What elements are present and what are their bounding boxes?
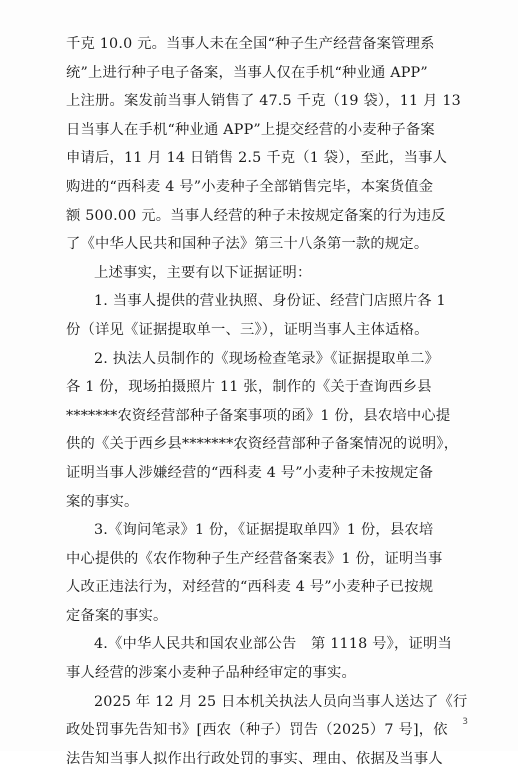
- text-line: 份（详见《证据提取单一、三》），证明当事人主体适格。: [66, 321, 429, 338]
- text-line: 千克 10.0 元。当事人未在全国“种子生产经营备案管理系: [66, 36, 435, 52]
- text-line: 2025 年 12 月 25 日本机关执法人员向当事人送达了《行: [94, 693, 468, 710]
- text-line: 申请后，11 月 14 日销售 2.5 千克（1 袋），至此，当事人: [66, 150, 448, 167]
- text-line: 事人经营的涉案小麦种子品种经审定的事实。: [66, 665, 356, 682]
- text-line: 2. 执法人员制作的《现场检查笔录》《证据提取单二》: [94, 350, 440, 367]
- text-line: 人改正违法行为，对经营的“西科麦 4 号”小麦种子已按规: [66, 579, 434, 596]
- text-line: 统”上进行种子电子备案，当事人仅在手机“种业通 APP”: [66, 64, 428, 81]
- page-number: 3: [462, 717, 468, 727]
- text-line: 各 1 份，现场拍摄照片 11 张，制作的《关于查询西乡县: [66, 379, 432, 396]
- text-line: *******农资经营部种子备案事项的函》1 份，县农培中心提: [66, 407, 451, 424]
- document-body: [66, 30, 468, 773]
- text-line: 证明当事人涉嫌经营的“西科麦 4 号”小麦种子未按规定备: [66, 464, 434, 481]
- text-line: 3.《询问笔录》1 份，《证据提取单四》1 份，县农培: [94, 522, 434, 539]
- text-line: 案的事实。: [66, 493, 139, 510]
- text-line: 1. 当事人提供的营业执照、身份证、经营门店照片各 1: [94, 293, 446, 310]
- text-line: 上述事实，主要有以下证据证明：: [94, 264, 312, 281]
- text-line: 4.《中华人民共和国农业部公告 第 1118 号》，证明当: [94, 636, 452, 653]
- text-line: 法告知当事人拟作出行政处罚的事实、理由、依据及当事人: [66, 750, 443, 767]
- text-line: 中心提供的《农作物种子生产经营备案表》1 份，证明当事: [66, 550, 443, 567]
- text-line: 购进的“西科麦 4 号”小麦种子全部销售完毕，本案货值金: [66, 178, 434, 195]
- text-line: 了《中华人民共和国种子法》第三十八条第一款的规定。: [66, 236, 429, 253]
- text-line: 供的《关于西乡县*******农资经营部种子备案情况的说明》，: [66, 436, 459, 453]
- text-line: 上注册。案发前当事人销售了 47.5 千克（19 袋），11 月 13: [66, 93, 461, 110]
- text-line: 政处罚事先告知书》[西农（种子）罚告（2025）7 号]，依: [66, 722, 448, 739]
- text-line: 日当事人在手机“种业通 APP”上提交经营的小麦种子备案: [66, 121, 435, 138]
- text-line: 额 500.00 元。当事人经营的种子未按规定备案的行为违反: [66, 207, 446, 224]
- text-line: 定备案的事实。: [66, 607, 168, 624]
